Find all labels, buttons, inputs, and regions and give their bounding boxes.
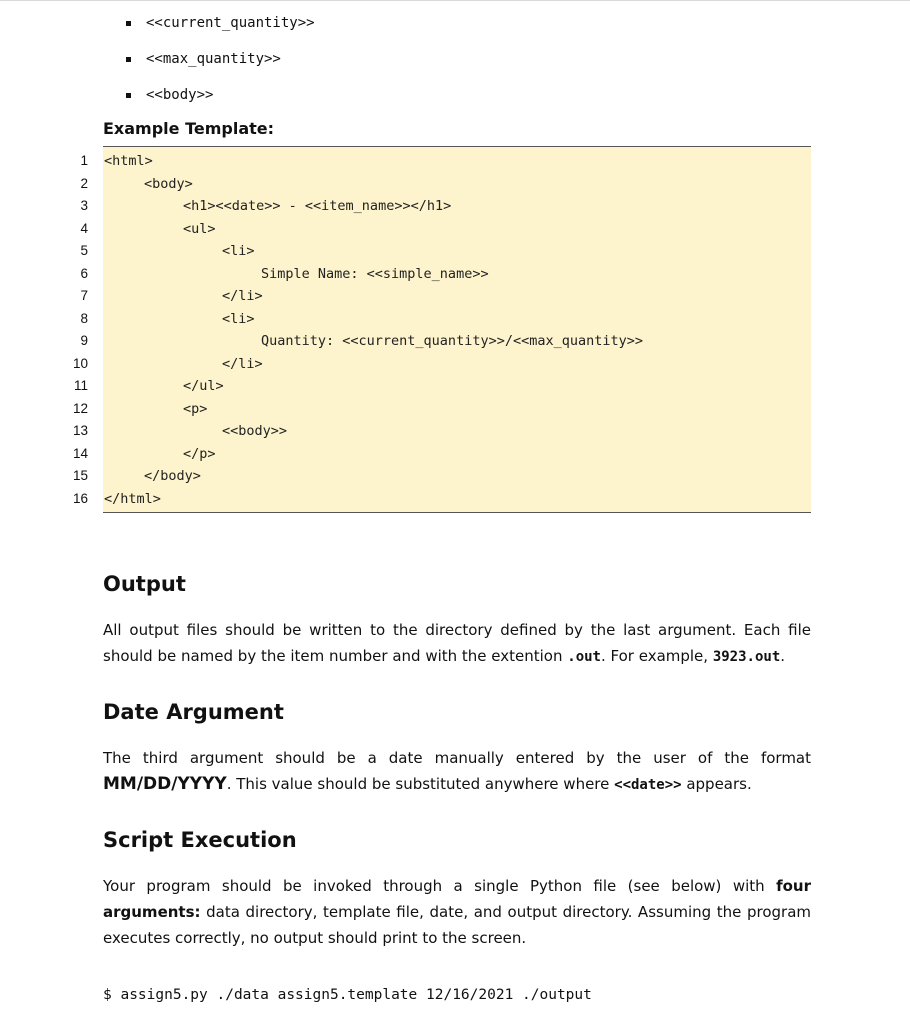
- date-text: . This value should be substituted anywhere where: [226, 775, 615, 793]
- list-item: [124, 48, 315, 84]
- code-text: <html>: [104, 153, 153, 169]
- code-line: [0, 353, 906, 375]
- line-number: 8: [80, 310, 88, 326]
- list-item: [124, 84, 315, 120]
- list-item: [124, 12, 315, 48]
- example-template-heading: Example Template:: [103, 119, 275, 138]
- code-line: [0, 195, 906, 217]
- line-number: 12: [72, 400, 88, 416]
- output-text: . For example,: [600, 647, 713, 665]
- script-text: data directory, template file, date, and output directory. Assuming the program executes correctly, no output should print to the screen.: [103, 903, 811, 947]
- code-line: [0, 488, 906, 510]
- line-number: 4: [80, 220, 88, 236]
- code-text: <body>: [144, 175, 193, 192]
- output-heading: Output: [103, 572, 186, 596]
- bullet-square-icon: [126, 93, 131, 98]
- code-line: [0, 218, 906, 240]
- line-number: 11: [73, 378, 88, 393]
- top-divider: [0, 0, 910, 1]
- code-text: </html>: [104, 490, 161, 507]
- code-text: <ul>: [183, 220, 216, 237]
- code-text: Quantity: <<current_quantity>>/<<max_quantity>>: [261, 333, 644, 349]
- code-line: [0, 263, 906, 285]
- code-text: <p>: [183, 400, 208, 417]
- output-text: All output files should be written to the directory defined by the last argument. Each file should be named by the item number and with the extention: [103, 621, 811, 665]
- script-execution-heading: Script Execution: [103, 828, 297, 852]
- code-text: <h1><<date>> - <<item_name>></h1>: [183, 198, 452, 214]
- bullet-text: <<max_quantity>>: [146, 51, 281, 67]
- date-format: MM/DD/YYYY: [103, 774, 227, 794]
- code-line: [0, 173, 906, 195]
- date-argument-paragraph: [103, 745, 811, 798]
- code-text: </li>: [222, 288, 263, 304]
- four-arguments-bold: four arguments:: [103, 877, 811, 921]
- code-line: [0, 150, 906, 172]
- code-text: Simple Name: <<simple_name>>: [261, 265, 489, 282]
- date-argument-heading: Date Argument: [103, 700, 284, 724]
- script-execution-paragraph: [103, 873, 811, 951]
- bullet-text: <<body>>: [146, 87, 214, 103]
- code-line: [0, 420, 906, 442]
- line-number: 1: [80, 153, 88, 168]
- code-text: </li>: [222, 355, 263, 372]
- line-number: 7: [80, 288, 88, 303]
- code-line: [0, 443, 906, 465]
- line-number: 13: [72, 423, 88, 438]
- bullet-square-icon: [126, 21, 131, 26]
- line-number: 9: [80, 333, 88, 348]
- date-placeholder-code: <<date>>: [614, 777, 682, 793]
- line-number: 3: [80, 198, 88, 213]
- placeholder-bullet-list: [124, 12, 315, 120]
- output-text: .: [780, 647, 786, 665]
- command-example: $ assign5.py ./data assign5.template 12/16/2021 ./output: [103, 987, 592, 1003]
- script-text: Your program should be invoked through a single Python file (see below) with: [103, 877, 777, 895]
- bullet-text: <<current_quantity>>: [146, 15, 315, 31]
- code-text: </ul>: [183, 378, 224, 394]
- code-line: [0, 330, 906, 352]
- bullet-square-icon: [126, 57, 131, 62]
- line-number: 14: [72, 445, 88, 461]
- line-number: 2: [80, 175, 88, 191]
- line-number: 16: [72, 490, 88, 506]
- example-filename-code: 3923.out: [712, 649, 781, 665]
- extension-code: .out: [567, 649, 601, 665]
- line-number: 5: [80, 243, 88, 258]
- code-text: <li>: [222, 243, 255, 259]
- output-paragraph: [103, 617, 811, 670]
- line-number: 15: [72, 468, 88, 483]
- code-line: [0, 285, 906, 307]
- code-text: </body>: [144, 468, 201, 484]
- code-line: [0, 308, 906, 330]
- code-line: [0, 465, 906, 487]
- code-text: <<body>>: [222, 423, 288, 439]
- line-number: 10: [72, 355, 88, 371]
- code-text: <li>: [222, 310, 255, 327]
- code-text: </p>: [183, 445, 216, 462]
- code-line: [0, 375, 906, 397]
- date-text: The third argument should be a date manually entered by the user of the format: [103, 749, 811, 767]
- line-number: 6: [80, 265, 88, 281]
- code-line: [0, 240, 906, 262]
- date-text: appears.: [681, 775, 752, 793]
- code-line: [0, 398, 906, 420]
